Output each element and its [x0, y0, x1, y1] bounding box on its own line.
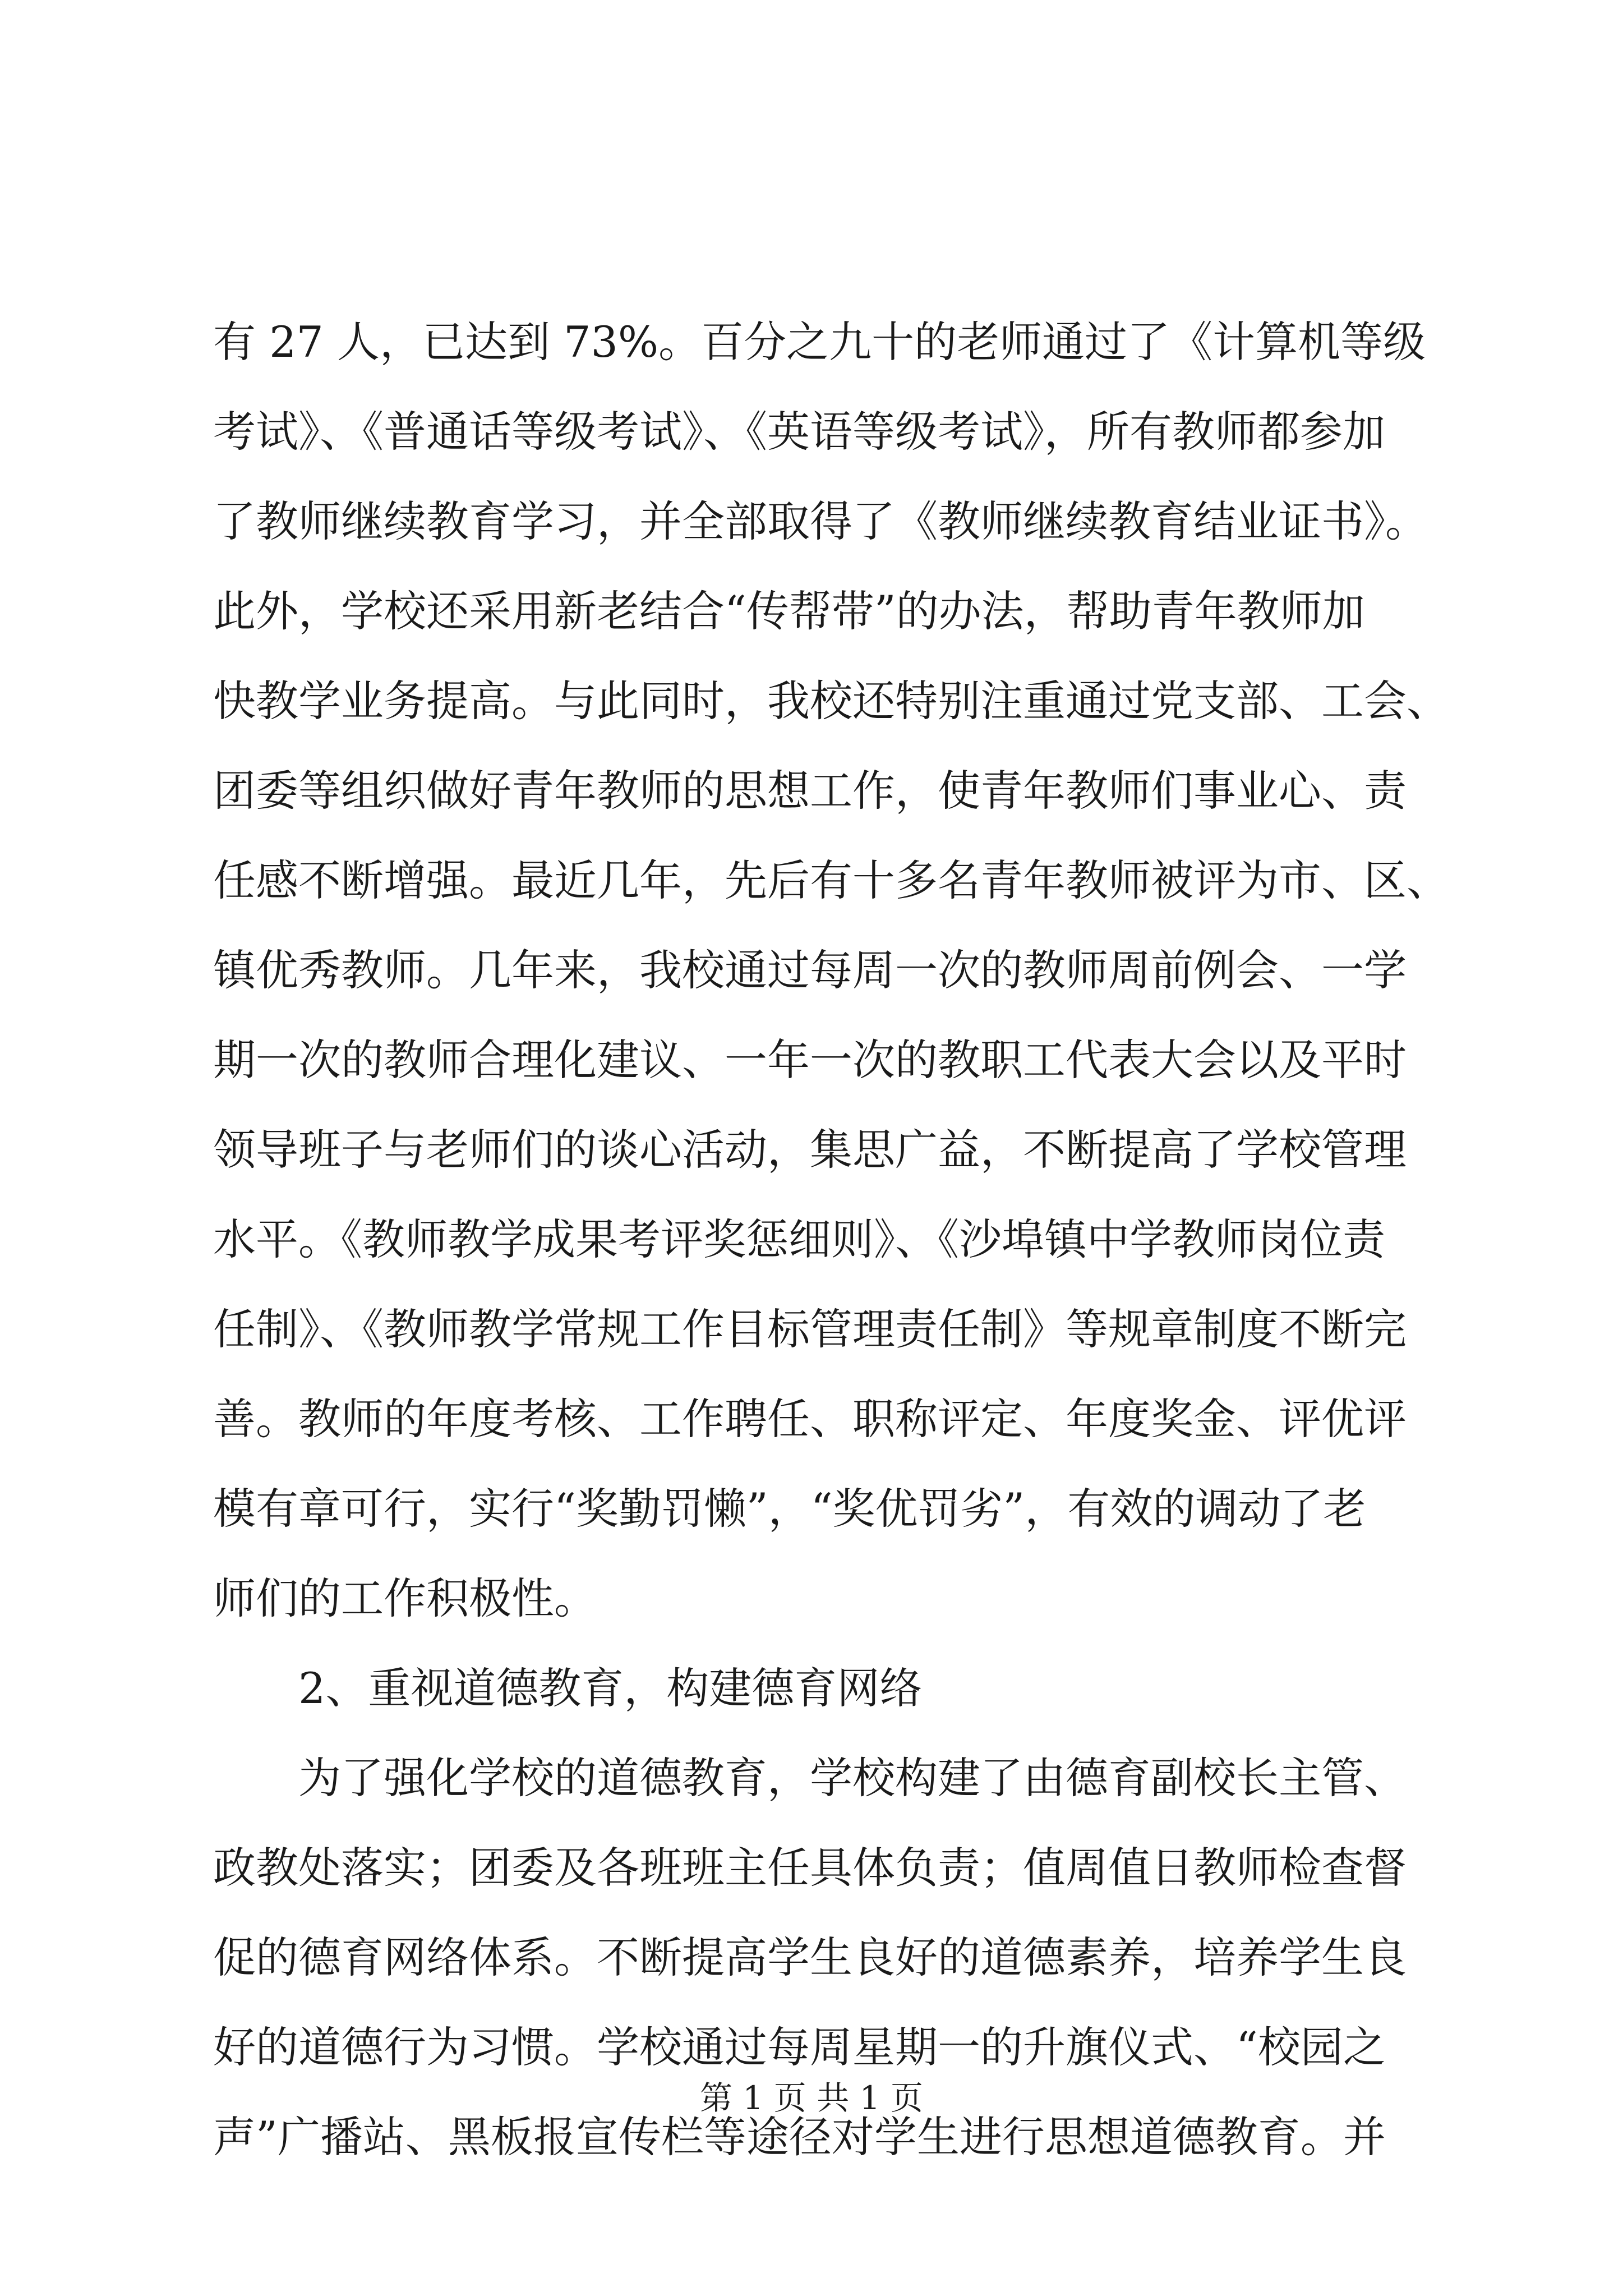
text-line: 团委等组织做好青年教师的思想工作，使青年教师们事业心、责: [213, 766, 1407, 816]
section-heading: 2、重视道德教育，构建德育网络: [298, 1663, 923, 1713]
text-line: 镇优秀教师。几年来，我校通过每周一次的教师周前例会、一学: [213, 945, 1407, 995]
text-line: 声”广播站、黑板报宣传栏等途径对学生进行思想道德教育。并: [213, 2112, 1386, 2162]
text-line: 此外，学校还采用新老结合“传帮带”的办法，帮助青年教师加: [213, 586, 1365, 636]
text-line: 了教师继续教育学习，并全部取得了《教师继续教育结业证书》。: [213, 496, 1428, 546]
page-number: 第 1 页 共 1 页: [700, 2079, 923, 2117]
text-line: 善。教师的年度考核、工作聘任、职称评定、年度奖金、评优评: [213, 1394, 1407, 1444]
text-line: 期一次的教师合理化建议、一年一次的教职工代表大会以及平时: [213, 1035, 1407, 1085]
text-line: 促的德育网络体系。不断提高学生良好的道德素养，培养学生良: [213, 1932, 1407, 1982]
text-line: 有 27 人，已达到 73%。百分之九十的老师通过了《计算机等级: [213, 317, 1426, 367]
document-body: [213, 297, 1449, 2182]
text-line: 政教处落实；团委及各班班主任具体负责；值周值日教师检查督: [213, 1843, 1407, 1893]
page-footer: [0, 2076, 1623, 2120]
paragraph-1: [213, 297, 1449, 1644]
text-line: 好的道德行为习惯。学校通过每周星期一的升旗仪式、“校园之: [213, 2022, 1386, 2072]
text-line: 模有章可行，实行“奖勤罚懒”，“奖优罚劣”，有效的调动了老: [213, 1484, 1366, 1534]
text-line: 为了强化学校的道德教育，学校构建了由德育副校长主管、: [298, 1753, 1407, 1803]
text-line: 领导班子与老师们的谈心活动，集思广益，不断提高了学校管理: [213, 1125, 1407, 1175]
text-line: 水平。《教师教学成果考评奖惩细则》、《沙埠镇中学教师岗位责: [213, 1214, 1385, 1264]
text-line: 任感不断增强。最近几年，先后有十多名青年教师被评为市、区、: [213, 855, 1449, 905]
text-line: 考试》、《普通话等级考试》、《英语等级考试》，所有教师都参加: [213, 407, 1385, 457]
text-line: 师们的工作积极性。: [213, 1573, 597, 1623]
text-line: 快教学业务提高。与此同时，我校还特别注重通过党支部、工会、: [213, 676, 1449, 726]
text-line: 任制》、《教师教学常规工作目标管理责任制》等规章制度不断完: [213, 1304, 1407, 1354]
